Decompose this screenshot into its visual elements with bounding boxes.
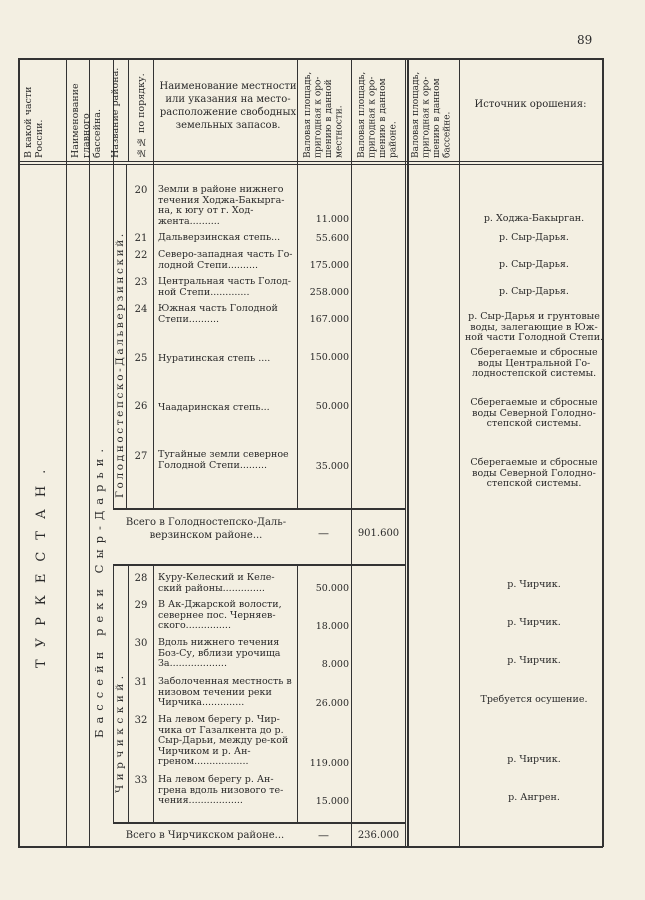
col-rule-0: [18, 58, 20, 847]
row-source: р. Чирчик.: [507, 655, 561, 666]
col-rule-7: [405, 58, 406, 847]
subtotal-rule-3: [113, 822, 405, 824]
row-source: р. Сыр-Дарья.: [499, 259, 569, 270]
row-number: 27: [134, 451, 148, 462]
district-label-1: Голодностепско-Дальверзинский.: [114, 231, 126, 498]
row-locality: Центральная часть Голод-ной Степи.............: [158, 276, 291, 298]
row-area: 167.000: [309, 314, 349, 325]
col-rule-7b: [407, 58, 409, 847]
row-source: р. Чирчик.: [507, 754, 561, 765]
row-area: 50.000: [315, 401, 349, 412]
row-locality: Нуратинская степь ....: [158, 353, 271, 364]
col-rule-8: [459, 58, 460, 847]
table-frame: [18, 58, 603, 847]
header-part-of-russia: В какой части России.: [23, 86, 45, 158]
subtotal-label: Всего в Голодностепско-Даль-верзинском районе...: [125, 517, 287, 541]
subtotal-value: 236.000: [357, 830, 400, 841]
row-locality: Тугайные земли северное Голодной Степи.........: [158, 449, 289, 471]
row-area: 258.000: [309, 287, 349, 298]
row-area: 11.000: [315, 214, 349, 225]
row-number: 32: [134, 715, 148, 726]
header-rule-2: [18, 164, 603, 165]
row-source: Сберегаемые и сбросные воды Центральной Го-лодностепской системы.: [470, 347, 598, 379]
row-source: Требуется осушение.: [480, 694, 588, 705]
col-rule-3x: [126, 164, 127, 508]
row-number: 25: [134, 353, 148, 364]
row-area: 175.000: [309, 260, 349, 271]
row-number: 23: [134, 277, 148, 288]
col-rule-3h: [128, 58, 129, 162]
region-label: ТУРКЕСТАН.: [34, 457, 49, 668]
row-locality: На левом берегу р. Ан-грена вдоль низового те-чения..................: [158, 774, 284, 806]
district-label-2: Чирчикский.: [114, 671, 126, 793]
row-area: 8.000: [321, 659, 349, 670]
row-locality: Дальверзинская степь...: [158, 232, 281, 243]
col-rule-6: [351, 58, 352, 847]
page-number: 89: [577, 33, 593, 47]
row-area: 18.000: [315, 621, 349, 632]
row-area: 55.600: [315, 233, 349, 244]
col-rule-9: [602, 58, 604, 847]
table-bottom-rule: [18, 846, 603, 848]
row-source: Сберегаемые и сбросные воды Северной Голодно-степской системы.: [470, 457, 598, 489]
header-locality: Наименование местности или указания на место-расположение свободных земельных запасов.: [159, 81, 297, 131]
row-source: р. Сыр-Дарья и грунтовые воды, залегающие в Юж-ной части Голодной Степи.: [464, 311, 604, 343]
row-source: р. Чирчик.: [507, 579, 561, 590]
row-area: 15.000: [315, 796, 349, 807]
row-locality: Вдоль нижнего течения Боз-Су, вблизи урочища За...................: [158, 637, 281, 669]
row-locality: Земли в районе нижнего течения Ходжа-Бакырга-на, к югу от г. Ход-жента..........: [158, 184, 285, 227]
row-locality: Куру-Келеский и Келе-ский районы..............: [158, 572, 275, 594]
row-locality: Северо-западная часть Го-лодной Степи..........: [158, 249, 293, 271]
header-district-name: Название района.: [110, 67, 121, 158]
row-locality: Чаадаринская степь...: [158, 402, 270, 413]
row-source: р. Ходжа-Бакырган.: [483, 213, 585, 224]
subtotal-rule-1: [113, 508, 405, 510]
subtotal-dash: —: [318, 829, 329, 842]
col-rule-1: [66, 58, 67, 847]
table-top-rule: [18, 58, 603, 60]
row-locality: В Ак-Джарской волости, севернее пос. Черняев-ского...............: [158, 599, 282, 631]
row-number: 31: [134, 677, 148, 688]
row-number: 28: [134, 573, 148, 584]
col-rule-2: [89, 58, 90, 847]
row-area: 119.000: [309, 758, 349, 769]
row-number: 20: [134, 185, 148, 196]
row-locality: Южная часть Голодной Степи..........: [158, 303, 278, 325]
row-number: 21: [134, 233, 148, 244]
row-number: 24: [134, 304, 148, 315]
row-area: 50.000: [315, 583, 349, 594]
row-source: р. Сыр-Дарья.: [499, 232, 569, 243]
header-area-district: Валовая площадь, пригодная к оро- шению в данном районе.: [357, 71, 399, 158]
header-area-locality: Валовая площадь, пригодная к оро- шению в данной местности.: [303, 71, 345, 158]
subtotal-rule-2: [113, 564, 405, 566]
row-area: 150.000: [309, 352, 349, 363]
row-area: 26.000: [315, 698, 349, 709]
row-locality: Заболоченная местность в низовом течении реки Чирчика..............: [158, 676, 292, 708]
row-source: р. Ангрен.: [508, 792, 560, 803]
row-source: р. Сыр-Дарья.: [499, 286, 569, 297]
row-number: 30: [134, 638, 148, 649]
header-area-basin: Валовая площадь, пригодная к оро- шению в данном бассейне.: [411, 71, 453, 158]
col-rule-3y: [128, 564, 129, 822]
header-main-basin: Наименование главного бассейна.: [70, 83, 103, 158]
header-irrigation-source: Источник орошения:: [474, 99, 587, 110]
header-order-number: №№ по порядку.: [136, 73, 147, 158]
row-number: 29: [134, 600, 148, 611]
row-source: р. Чирчик.: [507, 617, 561, 628]
row-source: Сберегаемые и сбросные воды Северной Голодно-степской системы.: [470, 397, 598, 429]
subtotal-dash: —: [318, 527, 329, 540]
row-locality: На левом берегу р. Чир-чика от Газалкента до р. Сыр-Дарьи, между ре-кой Чирчиком и р. Ан-греном..................: [158, 714, 289, 767]
row-number: 22: [134, 250, 148, 261]
row-area: 35.000: [315, 461, 349, 472]
row-number: 26: [134, 401, 148, 412]
subtotal-value: 901.600: [357, 528, 400, 539]
col-rule-4b: [153, 564, 154, 822]
row-number: 33: [134, 775, 148, 786]
col-rule-4a: [153, 58, 154, 508]
subtotal-label: Всего в Чирчикском районе...: [125, 830, 285, 841]
basin-label: Бассейн реки Сыр-Дарьи.: [92, 442, 106, 738]
header-rule: [18, 161, 603, 162]
